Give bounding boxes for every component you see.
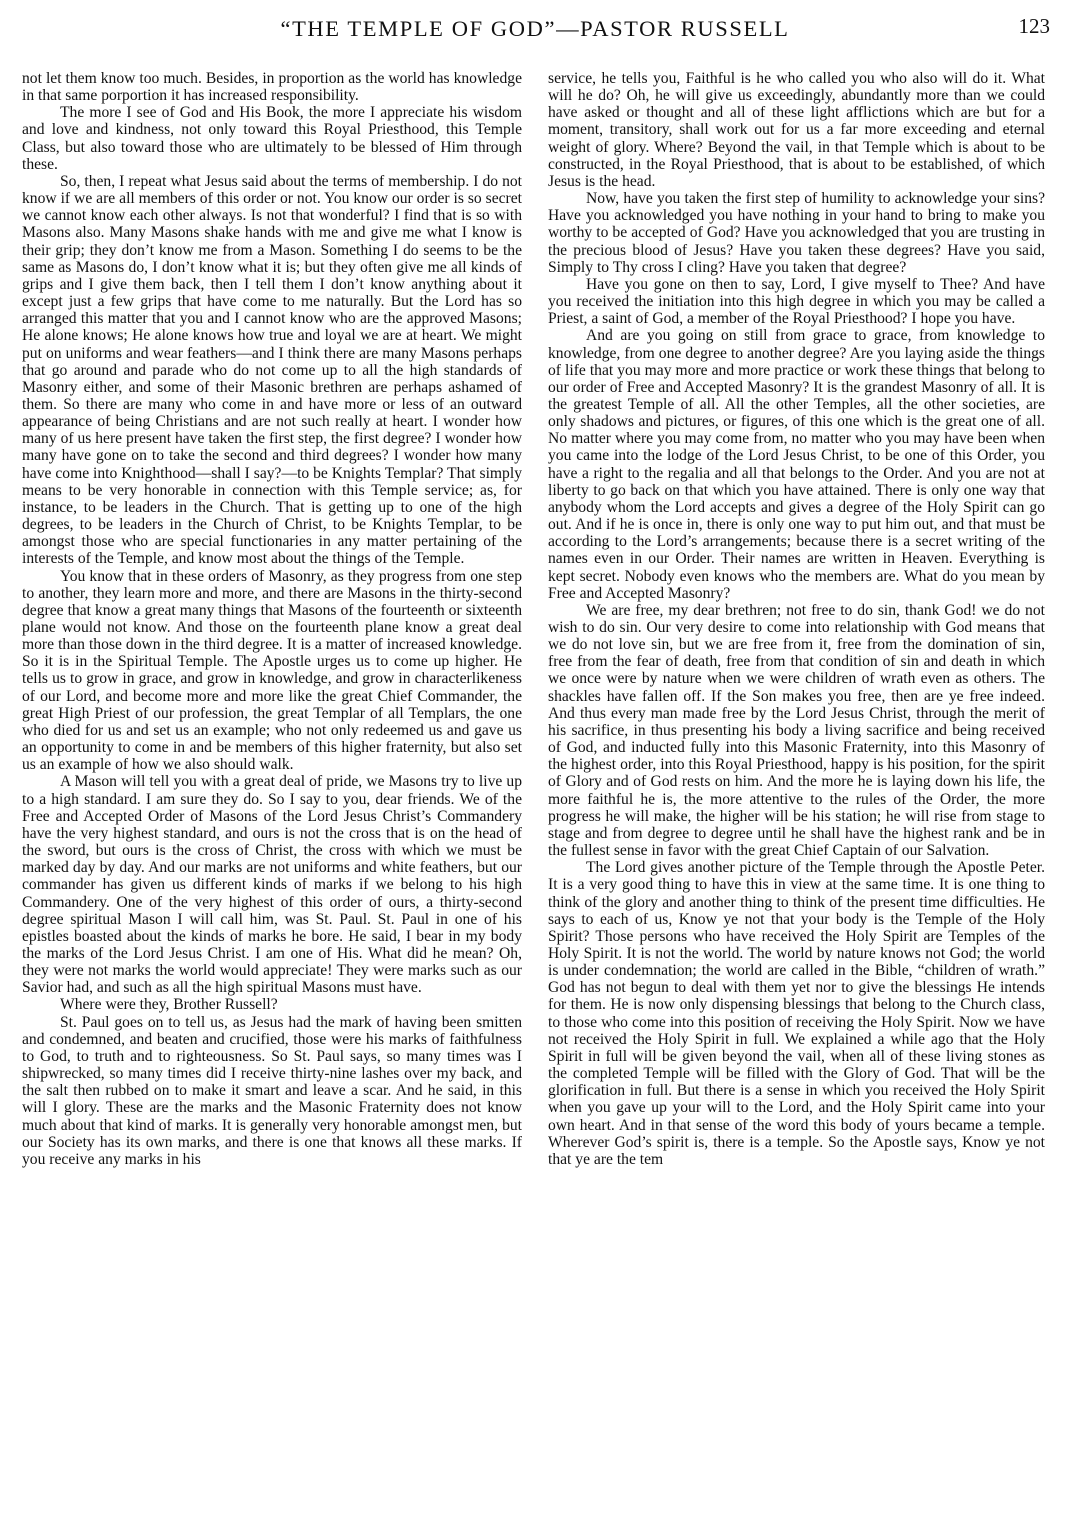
running-title: “THE TEMPLE OF GOD”—PASTOR RUSSELL bbox=[280, 16, 790, 41]
paragraph: A Mason will tell you with a great deal of pride, we Masons try to live up to a high standard. I am sure they do. So I say to you, dear friends. We of the Free and Accepted Order of Masons of the Lord Jesus Christ’s Commandery have the very highest standard, and ours is not the cross that is on the head of the sword, but ours is the cross of Christ, the cross with which we must be marked day by day. And our marks are not uniforms and white feathers, but our commander has given us different kinds of marks if we belong to his high Commandery. One of the very highest of this order of ours, a thirty-second degree spiritual Mason I will call him, was St. Paul. St. Paul in one of his epistles boasted about the kinds of marks he bore. He said, I bear in my body the marks of the Lord Jesus Christ. I am one of His. What did he mean? Oh, they were not marks the world would appreciate! They were marks such as our Savior had, and such as all the high spiritual Masons must have. bbox=[22, 773, 522, 997]
paragraph: Where were they, Brother Russell? bbox=[60, 996, 278, 1014]
paragraph: not let them know too much. Besides, in proportion as the world has knowledge in that same porportion it has increased responsibility. bbox=[22, 70, 522, 105]
left-column bbox=[22, 70, 522, 1168]
paragraph: Now, have you taken the first step of humility to acknowledge your sins? Have you acknowledged you have nothing in your hand to bring to make you worthy to be accepted of God? Have you acknowledged that you are trusting in the precious blood of Jesus? Have you taken these degrees? Have you said, Simply to Thy cross I cling? Have you taken that degree? bbox=[548, 190, 1045, 276]
page-header bbox=[20, 14, 1050, 48]
right-column bbox=[548, 70, 1045, 1168]
paragraph: And are you going on still from grace to grace, from knowledge to knowledge, from one degree to another degree? Are you laying aside the things of life that you may more and more practice or work these things that belong to our order of Free and Accepted Masonry? It is the grandest Masonry of all. It is the greatest Temple of all. All the other Temples, all the other societies, are only shadows and pictures, or figures, of this one which is the great one of all. No matter where you may come from, no matter who you may have been when you came into the lodge of the Lord Jesus Christ, to be one of this Order, you have a right to the regalia and all that belongs to the Order. And you are not at liberty to go back on that which you have attained. There is only one way that anybody whom the Lord accepts and gives a degree of the Holy Spirit can go out. And if he is once in, there is only one way to put him out, and that must be according to the Lord’s arrangements; because there is a secret writing of the names even in our Order. Their names are written in Heaven. Everything is kept secret. Nobody even knows who the members are. What do you mean by Free and Accepted Masonry? bbox=[548, 327, 1045, 602]
paragraph: The more I see of God and His Book, the more I appreciate his wisdom and love and kindness, not only toward this Royal Priesthood, this Temple Class, but also toward those who are ultimately to be blessed of Him through these. bbox=[22, 104, 522, 173]
paragraph: The Lord gives another picture of the Temple through the Apostle Peter. It is a very good thing to have this in view at the same time. It is one thing to think of the glory and another thing to think of the present time difficulties. He says to each of us, Know ye not that your body is the Temple of the Holy Spirit? Those persons who have received the Holy Spirit are Temples of the Holy Spirit. It is not the world. The world by nature knows not God; the world is under condemnation; the world are called in the Bible, “children of wrath.” God has not begun to deal with them yet nor to give the blessings He intends for them. He is now only dispensing blessings that belong to the Church class, to those who come into this position of receiving the Holy Spirit. Now we have not received the Holy Spirit in full. We explained a while ago that the Holy Spirit in full will be given beyond the vail, when all of these living stones as the completed Temple will be filled with the Glory of God. That will be the glorification in full. But there is a sense in which you received the Holy Spirit when you gave up your will to the Lord, and the Holy Spirit came into your own heart. And in that sense of the word this body of yours became a temple. Wherever God’s spirit is, there is a temple. So the Apostle says, Know ye not that ye are the tem bbox=[548, 859, 1045, 1168]
paragraph: We are free, my dear brethren; not free to do sin, thank God! we do not wish to do sin. Our very desire to come into relationship with God means that we do not love sin, but we are free from it, free from the domination of sin, free from the fear of death, free from that condition of sin and death in which we once were by nature when we were children of wrath even as others. The shackles have fallen off. If the Son makes you free, then are ye free indeed. And thus every man made free by the Lord Jesus Christ, through the merit of his sacrifice, in thus presenting his body a living sacrifice and being received of God, and inducted fully into this Masonic Fraternity, into this Masonry of the highest order, into this Royal Priesthood, happy is his position, for the spirit of Glory and of God rests on him. And the more he is laying down his life, the more faithful he is, the more attentive to the rules of the Order, the more progress he will make, the higher will be his station; he will rise from stage to stage and from degree to degree until he shall have the highest rank and be in the fullest sense in favor with the great Chief Captain of our Salvation. bbox=[548, 601, 1045, 860]
paragraph: service, he tells you, Faithful is he who called you who also will do it. What will he do? Oh, he will give us exceedingly, abundantly more than we could have asked or thought and all of these light afflictions which are but for a moment, transitory, shall work out for us a far more exceeding and eternal weight of glory. Where? Beyond the vail, in that Temple which is about to be constructed, in the Royal Priesthood, that is about to be established, of which Jesus is the head. bbox=[548, 70, 1045, 190]
paragraph: You know that in these orders of Masonry, as they progress from one step to another, they learn more and more, and there are Masons in the thirty-second degree that know a great many things that Masons of the fourteenth or sixteenth plane would not know. And those on the fourteenth plane know a great deal more than those down in the third degree. It is a matter of increased knowledge. So it is in the Spiritual Temple. The Apostle urges us to come up higher. He tells us to grow in grace, and grow in knowledge, and grow in characterlikeness of our Lord, and become more and more like the great Chief Commander, the great High Priest of our profession, the great Templar of all Templars, the one who died for us and set us an example; who not only redeemed us and gave us an opportunity to come in and be members of this higher fraternity, but also set us an example of how we also should walk. bbox=[22, 567, 522, 774]
paragraph: So, then, I repeat what Jesus said about the terms of membership. I do not know if we are all members of this order or not. You know our order is so secret we cannot know each other always. Is not that wonderful? I find that is so with Masons also. Many Masons shake hands with me and give me what I know is their grip; they don’t know me from a Mason. Something I do seems to be the same as Masons do, I don’t know what it is; but they often give me all kinds of grips and I give them back, then I tell them I don’t know anything about it except just a few grips that have come to me naturally. But the Lord has so arranged this matter that you and I cannot know who are the approved Masons; He alone knows; He alone knows how true and loyal we are at heart. We might put on uniforms and wear feathers—and I think there are many Masons perhaps that go around and parade who do not come up to all the high standards of Masonry either, and some of their Masonic brethren are perhaps ashamed of them. So there are many who come in and have more or less of an outward appearance of being Christians and are not such really at heart. I wonder how many of us here present have taken the first step, the first degree? I wonder how many have gone on to take the second and third degrees? I wonder how many have come into Knighthood—shall I say?—to be Knights Templar? That simply means to be very honorable in connection with this Temple service; as, for instance, to be leaders in the Church. That is getting up to one of the high degrees, to be leaders in the Church of Christ, to be Knights Templar, to be amongst those who are special functionaries in any matter pertaining of the interests of the Temple, and know most about the things of the Temple. bbox=[22, 172, 522, 568]
paragraph: Have you gone on then to say, Lord, I give myself to Thee? And have you received the initiation into this high degree in which you may be called a Priest, a saint of God, a member of the Royal Priesthood? I hope you have. bbox=[548, 275, 1045, 328]
paragraph: St. Paul goes on to tell us, as Jesus had the mark of having been smitten and condemned, and beaten and crucified, those were his marks of faithfulness to God, to truth and to righteousness. So St. Paul says, so many times was I shipwrecked, so many times did I receive thirty-nine lashes over my back, and the salt then rubbed on to make it smart and leave a scar. And he said, in this will I glory. These are the marks and the Masonic Fraternity does not know much about that kind of marks. It is generally very honorable amongst men, but our Society has its own marks, and there is one that knows all these marks. If you receive any marks in his bbox=[22, 1013, 522, 1168]
page-number: 123 bbox=[1018, 14, 1050, 38]
